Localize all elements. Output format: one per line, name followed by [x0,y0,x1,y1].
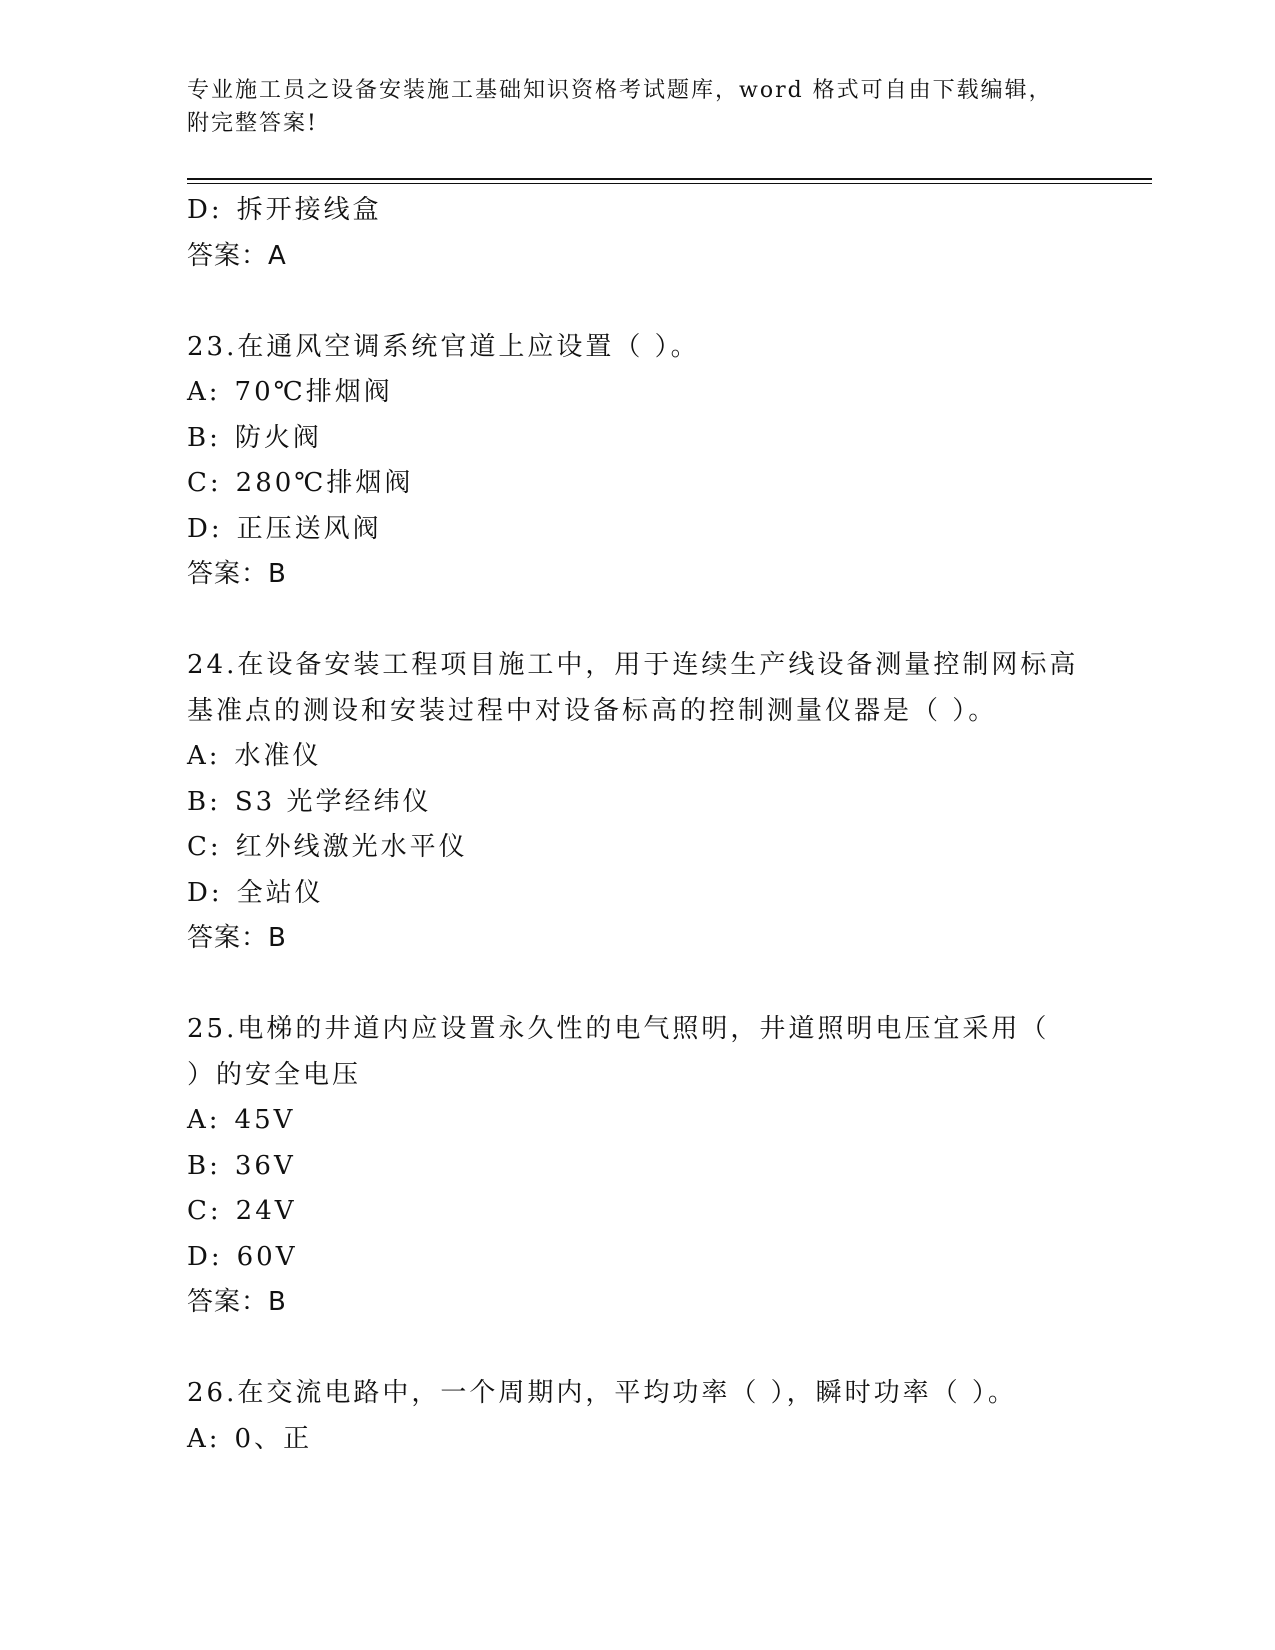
option-d: D: 全站仪 [187,877,324,908]
question-stem: 23.在通风空调系统官道上应设置（ ）。 [187,331,700,362]
answer-line: 答案：B [187,559,287,589]
option-a: A: 45V [187,1105,296,1135]
question-26 [187,1371,1087,1462]
question-stem: 26.在交流电路中，一个周期内，平均功率（ ），瞬时功率（ ）。 [187,1378,1017,1408]
question-stem: 25.电梯的井道内应设置永久性的电气照明，井道照明电压宜采用（ [187,1014,1050,1044]
option-d: D: 拆开接线盒 [187,195,382,225]
option-b: B: S3 光学经纬仪 [187,786,432,817]
option-b: B: 防火阀 [187,422,322,453]
option-a: A: 70℃排烟阀 [187,377,393,407]
option-a: A: 水准仪 [187,741,322,771]
question-25 [187,1007,1087,1326]
header-rule-thick [187,178,1152,180]
option-d: D: 60V [187,1241,298,1272]
answer-line: 答案：A [187,240,287,271]
header-line-1: 专业施工员之设备安装施工基础知识资格考试题库，word 格式可自由下载编辑， [187,78,1053,103]
answer-line: 答案：B [187,923,287,953]
question-23 [187,325,1087,598]
question-list [187,188,1087,1462]
header-rule-thin [187,183,1152,184]
option-a: A: 0、正 [187,1423,313,1454]
header-line-2: 附完整答案! [187,111,318,136]
question-stem: 24.在设备安装工程项目施工中，用于连续生产线设备测量控制网标高 [187,650,1079,680]
option-c: C: 280℃排烟阀 [187,468,414,498]
option-d: D: 正压送风阀 [187,513,382,544]
question-stem-continued: ）的安全电压 [187,1059,362,1090]
option-c: C: 24V [187,1196,297,1226]
answer-line: 答案：B [187,1287,287,1317]
question-stem-continued: 基准点的测设和安装过程中对设备标高的控制测量仪器是（ ）。 [187,695,998,726]
option-c: C: 红外线激光水平仪 [187,832,468,862]
document-header [187,74,1087,140]
question-24 [187,643,1087,962]
option-b: B: 36V [187,1150,296,1181]
